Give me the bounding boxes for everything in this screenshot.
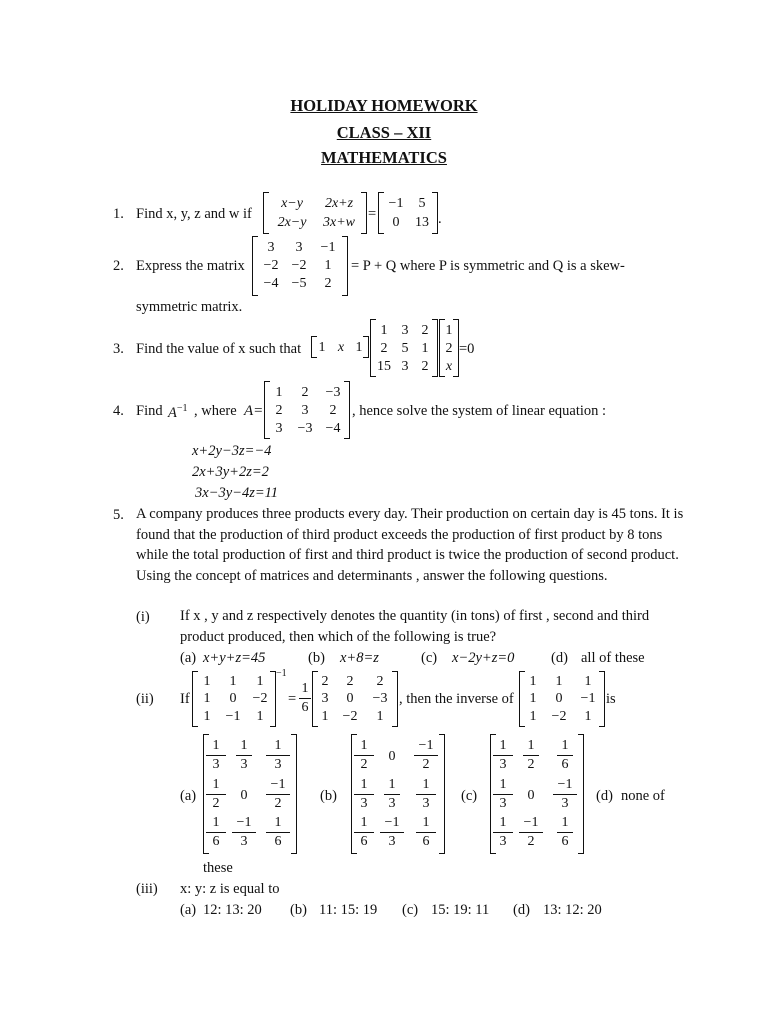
q2-text-c: symmetric matrix. bbox=[136, 299, 243, 315]
q5-i-option-d: all of these bbox=[581, 650, 645, 666]
q5-i-option-c: x−2y+z=0 bbox=[452, 650, 515, 666]
q4-equation-2: 2x+3y+2z=2 bbox=[192, 464, 269, 480]
class-heading: CLASS – XII bbox=[336, 123, 432, 142]
q5-ii-option-c-matrix: 1 3 1 2 1 6 1 3 0 −1 3 1 3 −1 2 1 6 bbox=[490, 734, 584, 854]
q3-number: 3. bbox=[113, 341, 124, 357]
q5-i-label: (i) bbox=[136, 609, 150, 625]
q1-matrix-right: −1 5 0 13 bbox=[378, 192, 438, 234]
q5-i-option-a: x+y+z=45 bbox=[203, 650, 266, 666]
q5-ii-fraction: 1 6 bbox=[299, 682, 311, 715]
q4-a-inverse: $A^{-1}$ bbox=[168, 403, 188, 421]
q5-paragraph: A company produces three products every day. Their production on certain day is 45 tons. It is found that the production of third product exceeds the production of first product by 8 tons while the total production of first and third product is twice the production of second product. Using the concept of matrices and determinants , answer the following questions. bbox=[136, 506, 684, 584]
q4-equation-1: x+2y−3z=−4 bbox=[192, 443, 272, 459]
q5-ii-matrix-1: 1 1 1 1 0 −2 1 −1 1 bbox=[192, 671, 276, 727]
doc-title: HOLIDAY HOMEWORK bbox=[290, 96, 478, 115]
q3-text: Find the value of x such that bbox=[136, 341, 302, 357]
q3-matrix: 1 3 2 2 5 1 15 3 2 bbox=[370, 319, 438, 377]
q3-column-vector: 1 2 x bbox=[439, 319, 459, 377]
q4-number: 4. bbox=[113, 403, 124, 419]
q1-number: 1. bbox=[113, 206, 124, 222]
q5-number: 5. bbox=[113, 507, 124, 523]
q5-iii-option-a: 12: 13: 20 bbox=[203, 902, 262, 918]
q5-ii-option-a-matrix: 1 3 1 3 1 3 1 2 0 −1 2 1 6 −1 3 1 6 bbox=[203, 734, 297, 854]
q4-equation-3: 3x−3y−4z=11 bbox=[195, 485, 279, 501]
q4-matrix: 1 2 −3 2 3 2 3 −3 −4 bbox=[264, 381, 350, 439]
subject-heading: MATHEMATICS bbox=[321, 148, 447, 167]
q5-ii-option-b-matrix: 1 2 0 −1 2 1 3 1 3 1 3 1 6 −1 3 1 6 bbox=[351, 734, 445, 854]
q5-i-option-b: x+8=z bbox=[340, 650, 379, 666]
q2-text-b: = P + Q where P is symmetric and Q is a skew- bbox=[351, 258, 625, 274]
q1-text: Find x, y, z and w if bbox=[136, 206, 252, 222]
q5-i-text: If x , y and z respectively denotes the quantity (in tons) of first , second and third product produced, then which of the following is true? bbox=[180, 608, 650, 645]
q2-text: Express the matrix bbox=[136, 258, 245, 274]
q2-matrix: 3 3 −1 −2 −2 1 −4 −5 2 bbox=[252, 236, 348, 296]
q5-iii-option-d: 13: 12: 20 bbox=[543, 902, 602, 918]
q5-iii-option-c: 15: 19: 11 bbox=[431, 902, 490, 918]
q1-matrix-left: x−y 2x+z 2x−y 3x+w bbox=[263, 192, 367, 234]
q5-ii-matrix-3: 1 1 1 1 0 −1 1 −2 1 bbox=[519, 671, 605, 727]
q5-ii-option-d: none of bbox=[621, 788, 665, 804]
q5-ii-label: (ii) bbox=[136, 691, 154, 707]
q5-iii-text: x: y: z is equal to bbox=[180, 881, 280, 897]
q2-number: 2. bbox=[113, 258, 124, 274]
q3-row-vector: 1 x 1 bbox=[311, 336, 369, 358]
q5-iii-label: (iii) bbox=[136, 881, 158, 897]
q5-ii-matrix-2: 2 2 2 3 0 −3 1 −2 1 bbox=[312, 671, 398, 727]
q5-iii-option-b: 11: 15: 19 bbox=[319, 902, 378, 918]
